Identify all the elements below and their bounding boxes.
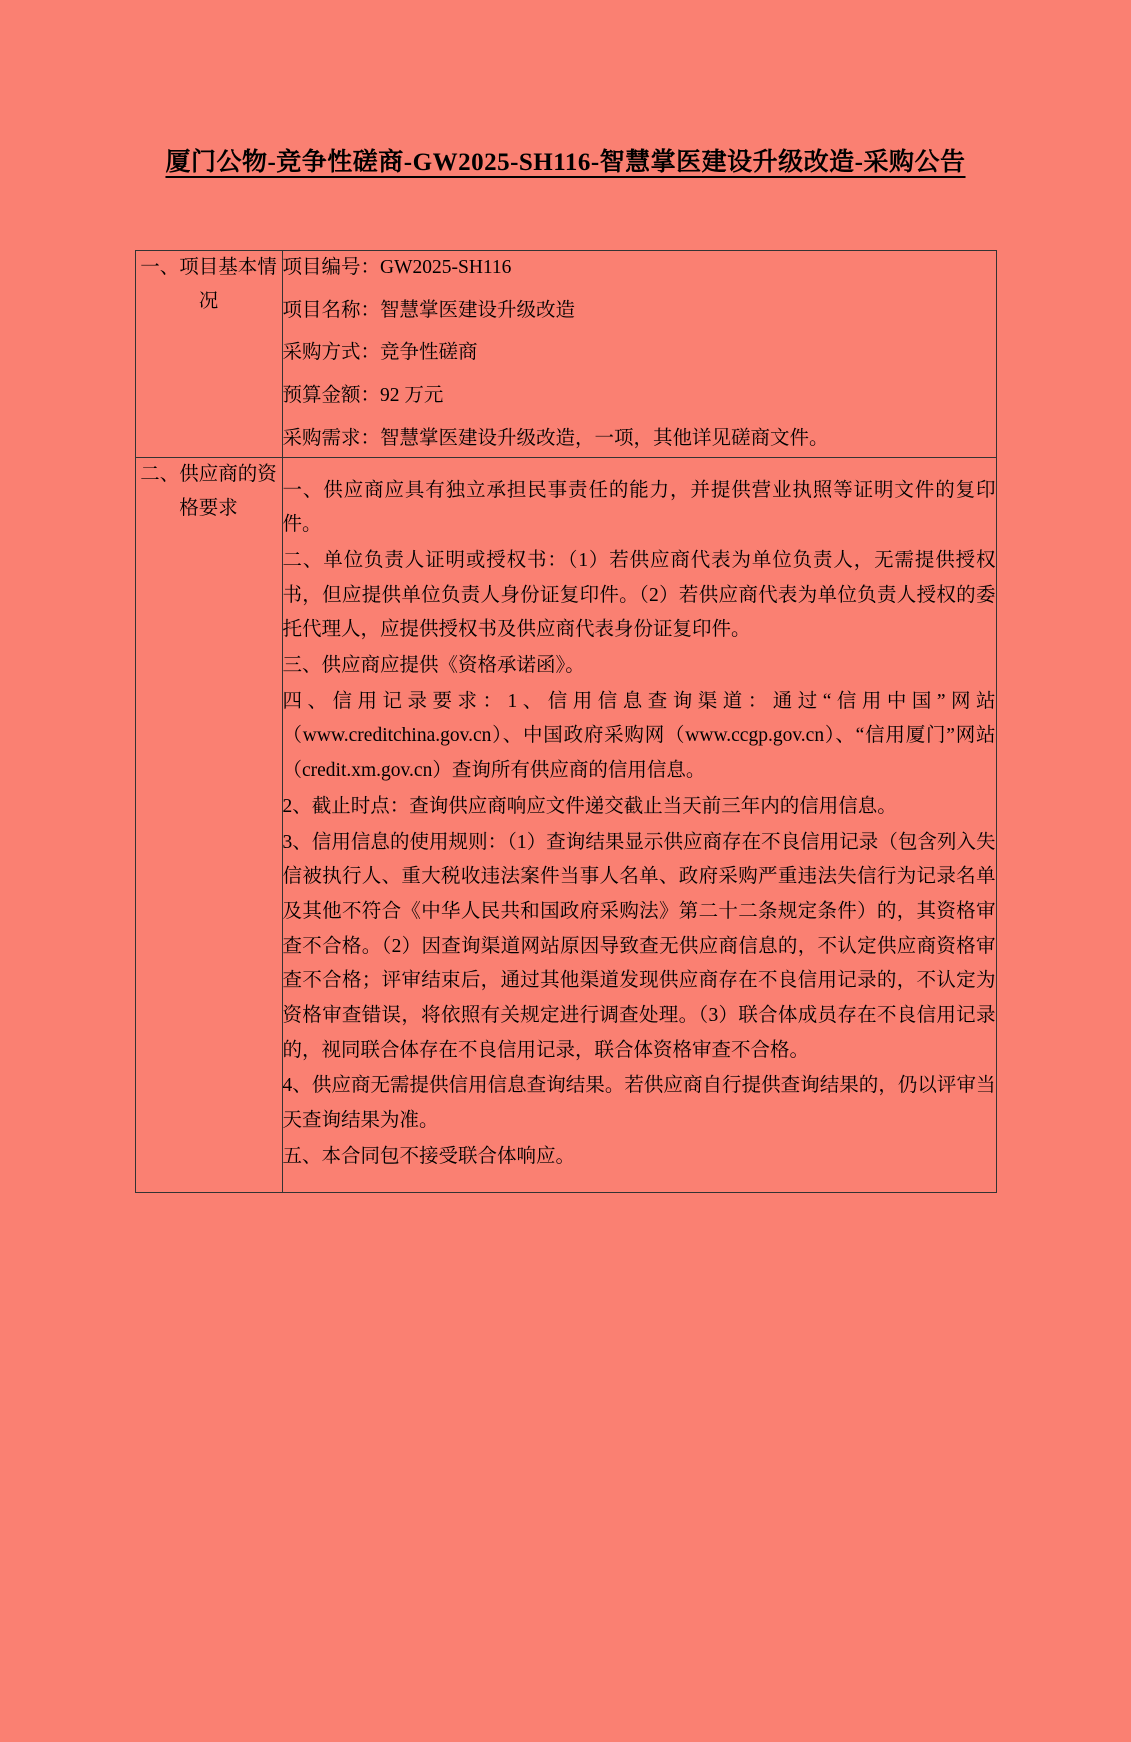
qualification-item-3: 三、供应商应提供《资格承诺函》。 bbox=[282, 655, 585, 677]
announcement-table bbox=[135, 250, 997, 1193]
project-number-line: 项目编号：GW2025-SH116 bbox=[282, 257, 512, 278]
qualification-item-4-3: 3、信用信息的使用规则：（1）查询结果显示供应商存在不良信用记录（包含列入失信被执行人、重大税收违法案件当事人名单、政府采购严重违法失信行为记录名单及其他不符合《中华人民共和国政府采购法》第二十二条规定条件）的，其资格审查不合格。（2）因查询渠道网站原因导致查无供应商信息的，不认定供应商资格审查不合格；评审结束后，通过其他渠道发现供应商存在不良信用记录的，不认定为资格审查错误，将依照有关规定进行调查处理。（3）联合体成员存在不良信用记录的，视同联合体存在不良信用记录，联合体资格审查不合格。 bbox=[282, 831, 996, 1061]
project-name-line: 项目名称：智慧掌医建设升级改造 bbox=[282, 299, 576, 321]
table-row bbox=[135, 457, 996, 1192]
budget-amount-line: 预算金额：92 万元 bbox=[282, 385, 444, 407]
procurement-method-line: 采购方式：竞争性磋商 bbox=[282, 342, 478, 364]
table-row bbox=[135, 251, 996, 458]
qualification-item-4-2: 2、截止时点：查询供应商响应文件递交截止当天前三年内的信用信息。 bbox=[282, 795, 897, 817]
qualification-item-1: 一、供应商应具有独立承担民事责任的能力，并提供营业执照等证明文件的复印件。 bbox=[282, 479, 996, 536]
section-content-project-basics bbox=[282, 251, 996, 458]
qualification-item-4: 四、信用记录要求：1、信用信息查询渠道：通过“信用中国”网站（www.creditchina.gov.cn）、中国政府采购网（www.ccgp.gov.cn）、“信用厦门”网站（credit.xm.gov.cn）查询所有供应商的信用信息。 bbox=[282, 690, 996, 782]
section-label-supplier-qualifications: 二、供应商的资格要求 bbox=[135, 457, 282, 1192]
qualification-item-5: 五、本合同包不接受联合体响应。 bbox=[282, 1145, 576, 1167]
document-page bbox=[0, 142, 1131, 1742]
page-title: 厦门公物-竞争性磋商-GW2025-SH116-智慧掌医建设升级改造-采购公告 bbox=[165, 149, 966, 176]
qualification-item-4-4: 4、供应商无需提供信用信息查询结果。若供应商自行提供查询结果的，仍以评审当天查询结果为准。 bbox=[282, 1075, 996, 1132]
procurement-requirement-line: 采购需求：智慧掌医建设升级改造，一项，其他详见磋商文件。 bbox=[282, 427, 829, 449]
section-content-supplier-qualifications bbox=[282, 457, 996, 1192]
section-label-project-basics: 一、项目基本情况 bbox=[135, 251, 282, 458]
qualification-item-2: 二、单位负责人证明或授权书：（1）若供应商代表为单位负责人，无需提供授权书，但应提供单位负责人身份证复印件。（2）若供应商代表为单位负责人授权的委托代理人，应提供授权书及供应商代表身份证复印件。 bbox=[282, 549, 996, 641]
